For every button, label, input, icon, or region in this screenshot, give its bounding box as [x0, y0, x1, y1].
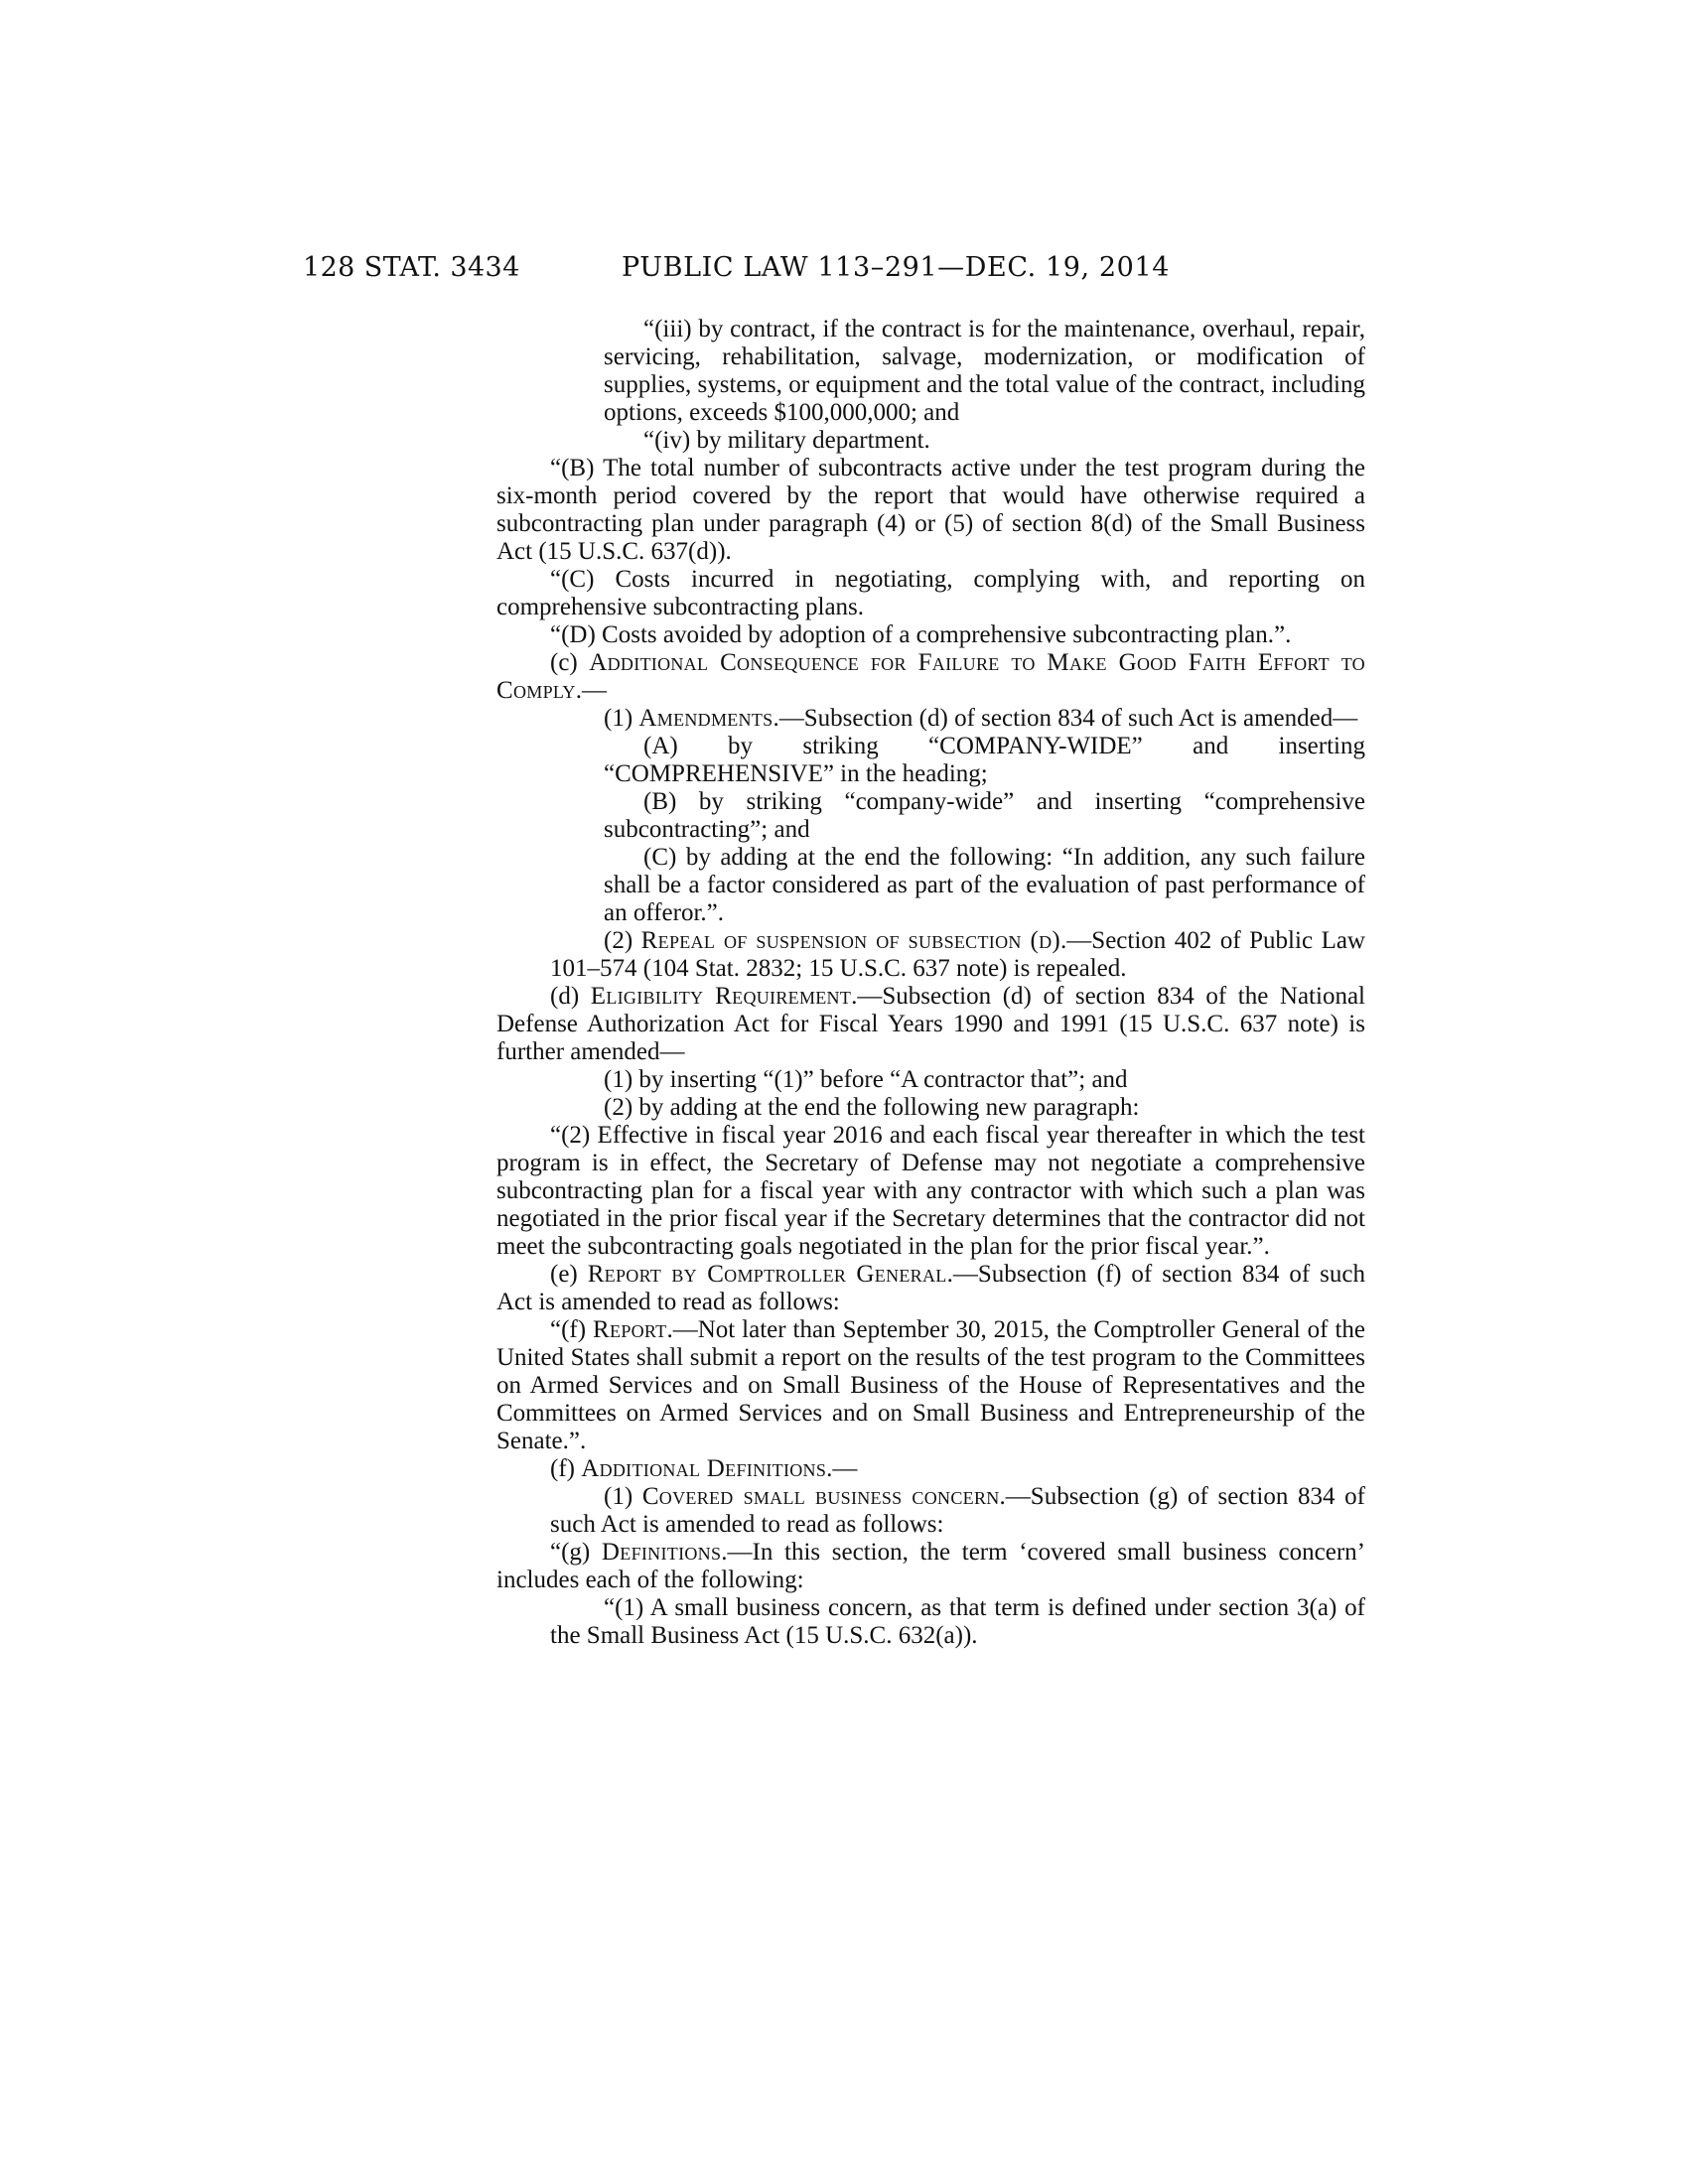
paragraph-d1: (1) by inserting “(1)” before “A contractor that”; and: [604, 1066, 1128, 1093]
new-subsection-g: “(g) Definitions.—In this section, the term ‘covered small business concern’ includes each of the following:: [496, 1539, 1365, 1593]
section-heading: Additional Definitions: [581, 1455, 827, 1482]
paragraph-c1: (1) Amendments.—Subsection (d) of section 834 of such Act is amended—: [604, 705, 1358, 732]
section-heading: Repeal of suspension of subsection (d): [640, 927, 1061, 954]
amendment-a: (A) by striking “COMPANY-WIDE” and inserting “COMPREHENSIVE” in the heading;: [604, 733, 1365, 787]
paragraph-f1: (1) Covered small business concern.—Subsection (g) of section 834 of such Act is amended to read as follows:: [550, 1483, 1365, 1538]
statute-page-number: 128 STAT. 3434: [303, 252, 520, 283]
amendment-b: (B) by striking “company-wide” and inserting “comprehensive subcontracting”; and: [604, 788, 1365, 843]
subsection-f: (f) Additional Definitions.—: [550, 1455, 858, 1482]
subparagraph-c: “(C) Costs incurred in negotiating, complying with, and reporting on comprehensive subcontracting plans.: [496, 566, 1365, 620]
clause-iii: “(iii) by contract, if the contract is for the maintenance, overhaul, repair, servicing, rehabilitation, salvage, modernization, or modification of supplies, systems, or equipment and the total value of the contract, including options, exceeds $100,000,000; and: [604, 316, 1365, 426]
new-paragraph-2: “(2) Effective in fiscal year 2016 and each fiscal year thereafter in which the test program is in effect, the Secretary of Defense may not negotiate a comprehensive subcontracting plan for a fiscal year with any contractor with which such a plan was negotiated in the prior fiscal year if the Secretary determines that the contractor did not meet the subcontracting goals negotiated in the plan for the prior fiscal year.”.: [496, 1122, 1365, 1260]
clause-iv: “(iv) by military department.: [643, 427, 930, 454]
paragraph-c2: (2) Repeal of suspension of subsection (d).—Section 402 of Public Law 101–574 (104 Stat. 2832; 15 U.S.C. 637 note) is repealed.: [550, 927, 1365, 982]
subparagraph-d: “(D) Costs avoided by adoption of a comprehensive subcontracting plan.”.: [550, 621, 1292, 648]
running-header-title: PUBLIC LAW 113–291—DEC. 19, 2014: [622, 252, 1171, 283]
subsection-d: (d) Eligibility Requirement.—Subsection (d) of section 834 of the National Defense Authorization Act for Fiscal Years 1990 and 1991 (15 U.S.C. 637 note) is further amended—: [496, 983, 1365, 1065]
amendment-c: (C) by adding at the end the following: “In addition, any such failure shall be a factor considered as part of the evaluation of past performance of an offeror.”.: [604, 844, 1365, 926]
section-heading: Report by Comptroller General: [587, 1261, 947, 1288]
new-subsection-f: “(f) Report.—Not later than September 30, 2015, the Comptroller General of the United States shall submit a report on the results of the test program to the Committees on Armed Services and on Small Business of the House of Representatives and the Committees on Armed Services and on Small Business and Entrepreneurship of the Senate.”.: [496, 1316, 1365, 1454]
section-heading: Amendments: [638, 705, 774, 732]
section-heading: Additional Consequence for Failure to Make Good Faith Effort to Comply: [496, 649, 1365, 704]
body-text: [496, 316, 1365, 1650]
section-heading: Report: [593, 1316, 667, 1343]
subsection-e: (e) Report by Comptroller General.—Subsection (f) of section 834 of such Act is amended to read as follows:: [496, 1261, 1365, 1315]
definition-1: “(1) A small business concern, as that term is defined under section 3(a) of the Small Business Act (15 U.S.C. 632(a)).: [550, 1594, 1365, 1649]
subparagraph-b: “(B) The total number of subcontracts active under the test program during the six-month period covered by the report that would have otherwise required a subcontracting plan under paragraph (4) or (5) of section 8(d) of the Small Business Act (15 U.S.C. 637(d)).: [496, 455, 1365, 565]
paragraph-d2: (2) by adding at the end the following new paragraph:: [604, 1094, 1140, 1121]
section-heading: Covered small business concern: [641, 1483, 1000, 1510]
subsection-c: (c) Additional Consequence for Failure to Make Good Faith Effort to Comply.—: [496, 649, 1365, 704]
section-heading: Definitions: [601, 1539, 722, 1566]
section-heading: Eligibility Requirement: [590, 983, 852, 1010]
